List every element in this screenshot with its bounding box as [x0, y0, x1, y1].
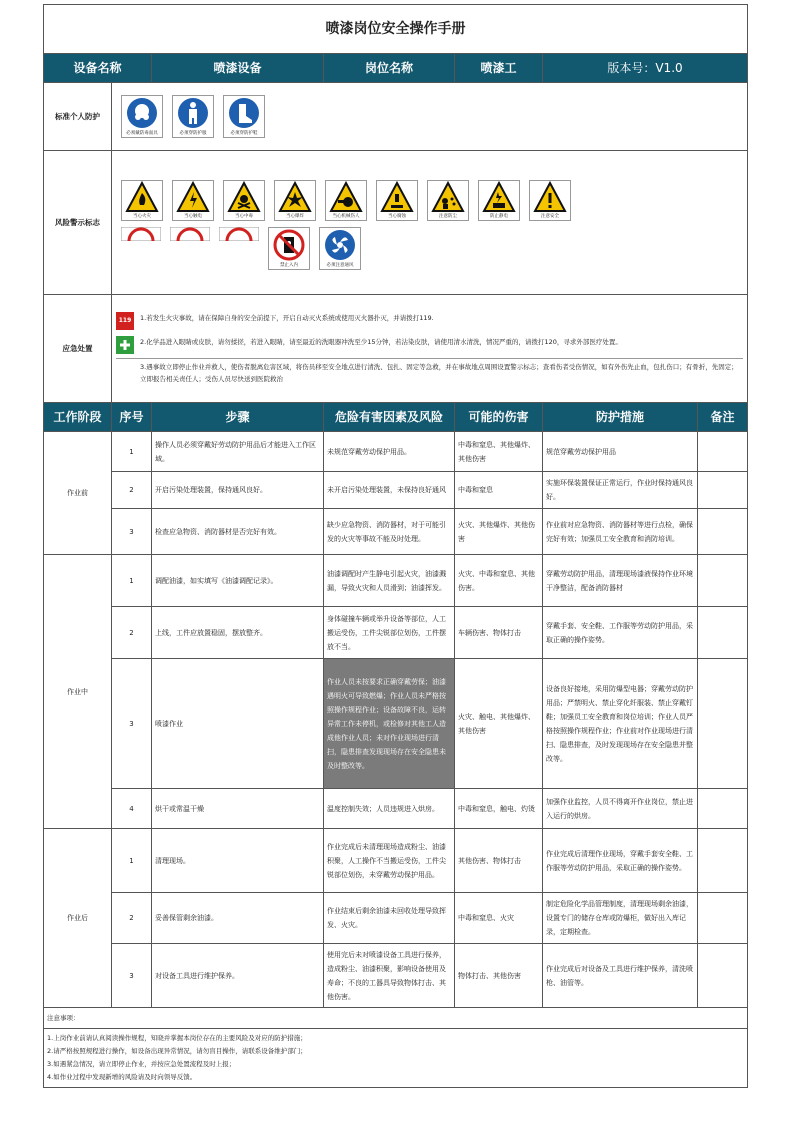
poison-warning-icon	[223, 180, 265, 221]
row-harm: 中毒和窒息、其他爆炸、其他伤害	[455, 432, 543, 472]
electric-shock-warning-icon	[172, 180, 214, 221]
sign-caption: 注意防尘	[439, 213, 457, 219]
row-hazard: 作业完成后未清理现场造成粉尘、油漆积聚，人工操作不当搬运受伤，工件尖锐部位划伤，未穿戴劳动保护用品。	[324, 829, 455, 893]
notes-list	[44, 1029, 748, 1088]
col-stage: 工作阶段	[44, 403, 112, 432]
stage-label: 作业中	[44, 555, 112, 829]
post-name-value: 喷漆工	[455, 54, 543, 83]
cropped-prohibition-sign	[121, 227, 161, 241]
cropped-prohibition-sign	[219, 227, 259, 241]
fire-alarm-119-icon: 119	[116, 312, 134, 330]
row-measure: 穿戴劳动防护用品，清理现场漆液保持作业环境干净整洁，配备消防器材	[543, 555, 698, 607]
row-step: 清理现场。	[152, 829, 324, 893]
sign-caption: 当心腐蚀	[388, 213, 406, 219]
row-note	[698, 555, 748, 607]
row-note	[698, 789, 748, 829]
row-measure: 穿戴手套、安全鞋、工作服等劳动防护用品，采取正确的操作姿势。	[543, 607, 698, 659]
table-row	[44, 659, 748, 789]
row-note	[698, 607, 748, 659]
row-note	[698, 432, 748, 472]
row-hazard: 作业结束后剩余油漆未回收处理导致挥发、火灾。	[324, 893, 455, 944]
row-step: 对设备工具进行维护保养。	[152, 944, 324, 1008]
notes-title: 注意事项：	[44, 1008, 748, 1029]
row-harm: 车辆伤害、物体打击	[455, 607, 543, 659]
row-no: 2	[112, 472, 152, 509]
sign-caption: 必须注意通风	[326, 262, 354, 268]
row-note	[698, 893, 748, 944]
row-measure: 加强作业监控，人员不得离开作业岗位，禁止进入运行的烘房。	[543, 789, 698, 829]
ventilation-icon	[319, 227, 361, 270]
row-no: 2	[112, 607, 152, 659]
row-measure: 制定危险化学品管理制度，清理现场剩余油漆，设置专门的储存仓库或防爆柜，做好出入库记录，定期检查。	[543, 893, 698, 944]
warning-signs-label: 风险警示标志	[44, 151, 112, 295]
row-step: 上线，工件应放置稳固，摆放整齐。	[152, 607, 324, 659]
page-title: 喷漆岗位安全操作手册	[44, 5, 748, 54]
row-no: 3	[112, 944, 152, 1008]
row-note	[698, 944, 748, 1008]
stage-label: 作业前	[44, 432, 112, 555]
fire-warning-icon	[121, 180, 163, 221]
row-hazard: 油漆调配时产生静电引起火灾，油漆溅漏，导致火灾和人员滑到；油漆挥发。	[324, 555, 455, 607]
row-harm: 火灾、触电、其他爆炸、其他伤害	[455, 659, 543, 789]
sign-caption: 防止静电	[490, 213, 508, 219]
row-step: 调配油漆，如实填写《油漆调配记录》。	[152, 555, 324, 607]
row-measure: 作业完成后清理作业现场，穿戴手套安全鞋、工作服等劳动防护用品，采取正确的操作姿势。	[543, 829, 698, 893]
row-no: 1	[112, 555, 152, 607]
emergency-item-2	[116, 336, 743, 354]
row-hazard: 温度控制失效；人员违规进入烘房。	[324, 789, 455, 829]
device-header-row	[44, 54, 748, 83]
row-step: 开启污染处理装置，保持通风良好。	[152, 472, 324, 509]
col-harm: 可能的伤害	[455, 403, 543, 432]
protective-boots-icon	[223, 95, 265, 138]
sign-caption: 注意安全	[541, 213, 559, 219]
row-measure: 作业完成后对设备及工具进行维护保养，清洗喷枪、油管等。	[543, 944, 698, 1008]
row-note	[698, 829, 748, 893]
no-entry-icon	[268, 227, 310, 270]
table-row	[44, 789, 748, 829]
table-row	[44, 607, 748, 659]
cropped-prohibition-sign	[170, 227, 210, 241]
gas-mask-icon	[121, 95, 163, 138]
sign-caption: 当心爆炸	[286, 213, 304, 219]
table-header-row	[44, 403, 748, 432]
row-hazard: 缺少应急物资、消防器材，对于可能引发的火灾等事故不能及时处理。	[324, 509, 455, 555]
row-measure: 实施环保装置保证正常运行，作业时保持通风良好。	[543, 472, 698, 509]
row-harm: 物体打击、其他伤害	[455, 944, 543, 1008]
note-item: 1.上岗作业前请认真阅读操作规程，知晓并掌握本岗位存在的主要风险及对应的防护措施；	[47, 1034, 307, 1042]
row-harm: 火灾、其他爆炸、其他伤害	[455, 509, 543, 555]
sign-caption: 当心机械伤人	[332, 213, 360, 219]
table-row	[44, 472, 748, 509]
table-row	[44, 829, 748, 893]
note-item: 4.如作业过程中发现新增的风险请及时向领导反馈。	[47, 1073, 197, 1081]
row-no: 4	[112, 789, 152, 829]
caution-warning-icon	[529, 180, 571, 221]
static-electricity-warning-icon	[478, 180, 520, 221]
col-measure: 防护措施	[543, 403, 698, 432]
row-step: 操作人员必须穿戴好劳动防护用品后才能进入工作区域。	[152, 432, 324, 472]
dust-warning-icon	[427, 180, 469, 221]
device-name-value: 喷漆设备	[152, 54, 324, 83]
row-hazard-highlighted: 作业人员未按要求正确穿戴劳保；油漆遇明火可导致燃爆；作业人员未严格按照操作规程作业；设备故障不良，运转异常工作未停机，或检修对其他工人造成他作业人员；未对作业现场进行清扫，隐患排查发现现场存在安全隐患未及时整改等。	[324, 659, 455, 789]
col-hazard: 危险有害因素及风险	[324, 403, 455, 432]
row-note	[698, 659, 748, 789]
row-measure: 作业前对应急物资、消防器材等进行点检，确保完好有效；加强员工安全教育和消防培训。	[543, 509, 698, 555]
sign-caption: 当心火灾	[133, 213, 151, 219]
row-step: 妥善保管剩余油漆。	[152, 893, 324, 944]
row-hazard: 未规范穿戴劳动保护用品。	[324, 432, 455, 472]
version-label: 版本号：V1.0	[543, 54, 748, 83]
table-row	[44, 944, 748, 1008]
sign-caption: 必须穿防护鞋	[230, 131, 258, 136]
emergency-text-1: 1.若发生火灾事故，请在保障自身的安全前提下，开启自动灭火系统或使用灭火器扑灭，并请拨打119.	[140, 314, 434, 322]
machine-injury-warning-icon	[325, 180, 367, 221]
table-row	[44, 555, 748, 607]
row-measure: 设备良好接地，采用防爆型电器；穿戴劳动防护用品；严禁明火、禁止穿化纤服装、禁止穿戴钉鞋；加强员工安全教育和岗位培训；作业人员严格按照操作规程作业；作业前对作业现场进行清扫、隐患排查，及时发现现场存在安全隐患并整改等。	[543, 659, 698, 789]
emergency-cell	[112, 295, 748, 403]
sign-caption: 必须穿防护服	[179, 131, 207, 136]
col-step: 步骤	[152, 403, 324, 432]
manual-sheet	[43, 4, 747, 1088]
ppe-signs-cell	[112, 83, 748, 151]
sign-caption: 当心中毒	[235, 213, 253, 219]
row-harm: 中毒和窒息	[455, 472, 543, 509]
row-no: 2	[112, 893, 152, 944]
row-harm: 火灾、中毒和窒息、其他伤害。	[455, 555, 543, 607]
row-no: 3	[112, 509, 152, 555]
ppe-label: 标准个人防护	[44, 83, 112, 151]
row-step: 检查应急物资、消防器材是否完好有效。	[152, 509, 324, 555]
note-item: 3.如遇紧急情况，请立即停止作业，并按应急处置流程及时上报；	[47, 1060, 236, 1068]
row-hazard: 使用完后未对喷漆设备工具进行保养，造成粉尘、油漆积聚，影响设备使用及寿命；不良的工器具导致物体打击、其他伤害。	[324, 944, 455, 1008]
sign-caption: 当心触电	[184, 213, 202, 219]
protective-suit-icon	[172, 95, 214, 138]
row-no: 1	[112, 432, 152, 472]
corrosion-warning-icon	[376, 180, 418, 221]
warning-signs-cell	[112, 151, 748, 295]
sign-caption: 禁止入内	[280, 262, 298, 268]
emergency-text-2: 2.化学品进入眼睛或皮肤，请勿揉搓，若进入眼睛，请至最近的洗眼器冲洗至少15分钟，若沾染皮肤，请使用清水清洗，情况严重的，请拨打120，寻求外部医疗处置。	[140, 338, 622, 346]
row-note	[698, 509, 748, 555]
emergency-item-3	[116, 358, 743, 385]
row-note	[698, 472, 748, 509]
table-row	[44, 432, 748, 472]
emergency-label: 应急处置	[44, 295, 112, 403]
row-measure: 规范穿戴劳动保护用品	[543, 432, 698, 472]
row-hazard: 未开启污染处理装置，未保持良好通风	[324, 472, 455, 509]
row-hazard: 身体碰撞车辆或举升设备等部位，人工搬运受伤，工件尖锐部位划伤，工件摆放不当。	[324, 607, 455, 659]
explosion-warning-icon	[274, 180, 316, 221]
row-no: 3	[112, 659, 152, 789]
manual-table	[43, 4, 748, 1088]
row-harm: 中毒和窒息、火灾	[455, 893, 543, 944]
stage-label: 作业后	[44, 829, 112, 1008]
table-row	[44, 893, 748, 944]
row-step: 喷漆作业	[152, 659, 324, 789]
device-name-label: 设备名称	[44, 54, 152, 83]
emergency-text-3: 3.遇事故立即停止作业并救人，使伤者脱离危害区域，将伤员移至安全地点进行清洗、包扎、固定等急救，并在事故地点周围设置警示标志；查看伤者受伤情况，如有外伤先止血，包扎伤口；有骨折，先固定；立即报告相关责任人；受伤人员尽快送到医院救治	[140, 363, 738, 383]
note-item: 2.请严格按照规程进行操作，如设备出现异常情况，请勿盲目操作，请联系设备维护部门；	[47, 1047, 307, 1055]
sign-caption: 必须戴防毒面具	[126, 131, 158, 136]
col-no: 序号	[112, 403, 152, 432]
table-row	[44, 509, 748, 555]
col-note: 备注	[698, 403, 748, 432]
first-aid-icon	[116, 336, 134, 354]
row-step: 烘干或常温干燥	[152, 789, 324, 829]
post-name-label: 岗位名称	[324, 54, 455, 83]
emergency-item-1	[116, 312, 743, 330]
row-no: 1	[112, 829, 152, 893]
row-harm: 其他伤害、物体打击	[455, 829, 543, 893]
row-harm: 中毒和窒息，触电、灼烫	[455, 789, 543, 829]
